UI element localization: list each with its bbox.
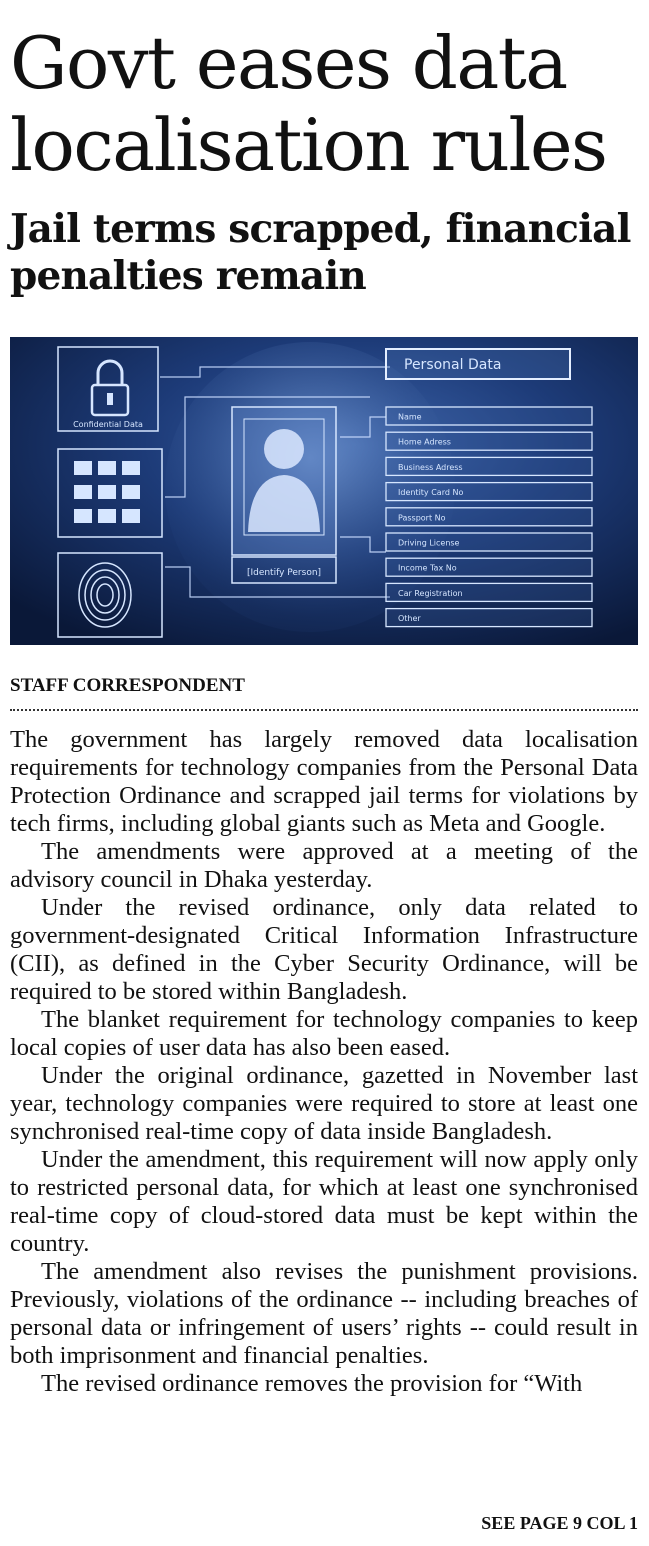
person-silhouette-icon (232, 407, 336, 555)
identify-person-label: [Identify Person] (246, 568, 322, 578)
continued-on-page: SEE PAGE 9 COL 1 (481, 1513, 638, 1533)
personal-data-field-label: Identity Card No (398, 488, 464, 498)
personal-data-title: Personal Data (404, 357, 502, 373)
personal-data-field-label: Other (398, 614, 421, 624)
personal-data-field-label: Name (398, 412, 422, 422)
personal-data-illustration (10, 337, 638, 645)
confidential-label: Confidential Data (73, 420, 143, 429)
article-paragraph: The blanket requirement for technology companies to keep local copies of user data has also been eased. (10, 1006, 638, 1061)
article-paragraph: The government has largely removed data localisation requirements for technology companies from the Personal Data Protection Ordinance and scrapped jail terms for violations by tech firms, including global giants such as Meta and Google. (10, 726, 638, 837)
article-paragraph: Under the original ordinance, gazetted in November last year, technology companies were required to store at least one synchronised real-time copy of data inside Bangladesh. (10, 1062, 638, 1145)
subheadline: Jail terms scrapped, financial penalties remain (10, 206, 631, 299)
byline: STAFF CORRESPONDENT (10, 675, 245, 696)
personal-data-field-label: Home Adress (398, 437, 451, 447)
headline: Govt eases data localisation rules (10, 21, 607, 187)
article-paragraph: The amendments were approved at a meeting of the advisory council in Dhaka yesterday. (10, 838, 638, 893)
article-paragraph: The revised ordinance removes the provision for “With (41, 1370, 583, 1397)
article-paragraph: Under the revised ordinance, only data related to government-designated Critical Information Infrastructure (CII), as defined in the Cyber Security Ordinance, will be required to be stored within Bangladesh. (10, 894, 638, 1005)
personal-data-field-label: Business Adress (398, 462, 463, 472)
personal-data-field-label: Income Tax No (398, 563, 457, 573)
personal-data-field-label: Car Registration (398, 588, 463, 598)
article-paragraph: The amendment also revises the punishment provisions. Previously, violations of the ordinance -- including breaches of personal data or infringement of users’ rights -- could result in both imprisonment and financial penalties. (10, 1258, 638, 1369)
article-paragraph: Under the amendment, this requirement will now apply only to restricted personal data, for which at least one synchronised real-time copy of cloud-stored data must be kept within the country. (10, 1146, 638, 1257)
dotted-divider (10, 709, 638, 711)
personal-data-field-label: Passport No (398, 513, 446, 523)
article-body (10, 726, 638, 1398)
personal-data-field-label: Driving License (398, 538, 460, 548)
